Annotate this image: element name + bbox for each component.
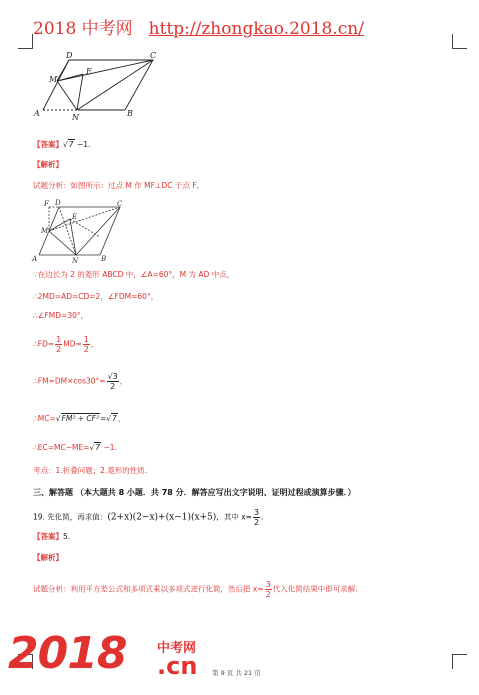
page-number: 第 9 页 共 21 页 — [212, 669, 261, 677]
line6-post: ， — [117, 414, 126, 423]
fig2-label-d: D — [55, 199, 61, 207]
fig2-label-a: A — [32, 255, 38, 263]
question-19 — [33, 508, 263, 527]
q19-tail: ，其中 x= — [216, 512, 252, 522]
footer-logo-sub2: .cn — [157, 652, 198, 680]
fig2-label-n: N — [72, 257, 79, 265]
q19-end: . — [261, 512, 264, 522]
figure-rhombus-1 — [30, 50, 160, 122]
analysis-2-frac-den: 2 — [265, 590, 271, 599]
analysis-1-line2: ∴2MD=AD=CD=2，∠FDM=60°， — [33, 292, 159, 301]
answer-1: 【答案】√7 −1. — [33, 140, 91, 149]
line6-pre: ∴MC= — [33, 414, 56, 423]
page-header — [33, 14, 364, 39]
answer-1-sqrt: 7 — [68, 140, 74, 149]
answer-2 — [33, 532, 70, 542]
footer-logo: 2018 — [8, 628, 127, 679]
fig1-label-c: C — [150, 51, 157, 60]
crop-mark-top-right — [452, 34, 467, 49]
line4-mid: MD= — [63, 339, 82, 349]
analysis-1-line6: ∴MC=√FM² + CF²=√7， — [33, 414, 126, 423]
q19-frac-den: 2 — [253, 518, 260, 527]
answer-2-tag: 【答案】 — [33, 532, 63, 541]
header-brand: 2018 中考网 — [33, 19, 133, 39]
q19-expression: (2+x)(2−x)+(x−1)(x+5) — [107, 512, 217, 523]
analysis-1-line4 — [33, 335, 98, 354]
fig2-label-c: C — [117, 200, 123, 208]
fig1-label-d: D — [66, 51, 73, 60]
analysis-2-post: 代入化简结果中即可求解. — [272, 584, 358, 594]
line4-frac2-num: 1 — [83, 335, 89, 344]
header-url[interactable]: http://zhongkao.2018.cn/ — [148, 19, 364, 39]
analysis-2-pre: 试题分析：利用平方差公式和多项式乘以多项式进行化简，然后把 x= — [33, 584, 264, 594]
analysis-1-points: 考点：1.折叠问题；2.菱形的性质. — [33, 466, 148, 475]
answer-1-tail: −1. — [74, 140, 91, 149]
analysis-1-line7: ∴EC=MC−ME=√7 −1. — [33, 443, 117, 452]
analysis-1-line1: ∵在边长为 2 的菱形 ABCD 中，∠A=60°，M 为 AD 中点， — [33, 270, 235, 279]
analysis-2-text — [33, 580, 358, 599]
q19-frac-num: 3 — [253, 508, 260, 517]
line4-frac2-den: 2 — [83, 345, 89, 354]
analysis-1-intro: 试题分析：如图所示：过点 M 作 MF⊥DC 于点 F, — [33, 181, 199, 190]
fig2-label-b: B — [101, 255, 107, 263]
fig1-label-n: N — [72, 113, 79, 122]
line4-frac1-den: 2 — [56, 345, 62, 354]
line5-pre: ∴FM=DM×cos30°= — [33, 376, 106, 386]
line7-pre: ∴EC=MC−ME= — [33, 443, 90, 452]
line6-eq: = — [99, 414, 107, 423]
line6-sqrt2: 7 — [112, 414, 117, 423]
fig1-label-m: M — [49, 75, 58, 84]
line4-frac1-num: 1 — [56, 335, 62, 344]
q19-text: 19. 先化简，再求值： — [33, 512, 108, 522]
footer-logo-sub1: 中考网 — [157, 641, 197, 656]
fig1-label-b: B — [127, 109, 133, 118]
line4-post: ， — [90, 339, 99, 349]
line5-post: ， — [119, 376, 128, 386]
line5-frac-num: √3 — [107, 372, 118, 381]
fig2-label-e: E — [72, 213, 78, 221]
analysis-2-tag: 【解析】 — [33, 553, 63, 562]
fig2-label-m: M — [41, 227, 49, 235]
crop-mark-bottom-right — [452, 654, 467, 669]
figure-rhombus-2 — [30, 197, 130, 265]
line7-post: −1. — [101, 443, 117, 452]
line7-sqrt: 7 — [95, 443, 101, 452]
analysis-2-frac-num: 3 — [265, 580, 271, 589]
answer-2-value: 5. — [63, 532, 71, 541]
crop-mark-top-left — [18, 34, 33, 49]
analysis-1-tag: 【解析】 — [33, 160, 63, 169]
analysis-1-line3: ∴∠FMD=30°， — [33, 311, 89, 320]
fig2-label-f: F — [44, 200, 49, 208]
section-3-title: 三、解答题 （本大题共 8 小题．共 78 分．解答应写出文字说明、证明过程或演算步骤．） — [33, 488, 356, 497]
fig1-label-a: A — [34, 109, 40, 118]
line4-pre: ∴FD= — [33, 339, 55, 349]
fig1-label-e: E — [86, 67, 92, 76]
analysis-1-line5 — [33, 372, 127, 391]
line5-frac-den: 2 — [110, 382, 116, 391]
answer-1-tag: 【答案】 — [33, 140, 63, 149]
line6-sqrt: FM² + CF² — [61, 414, 99, 423]
